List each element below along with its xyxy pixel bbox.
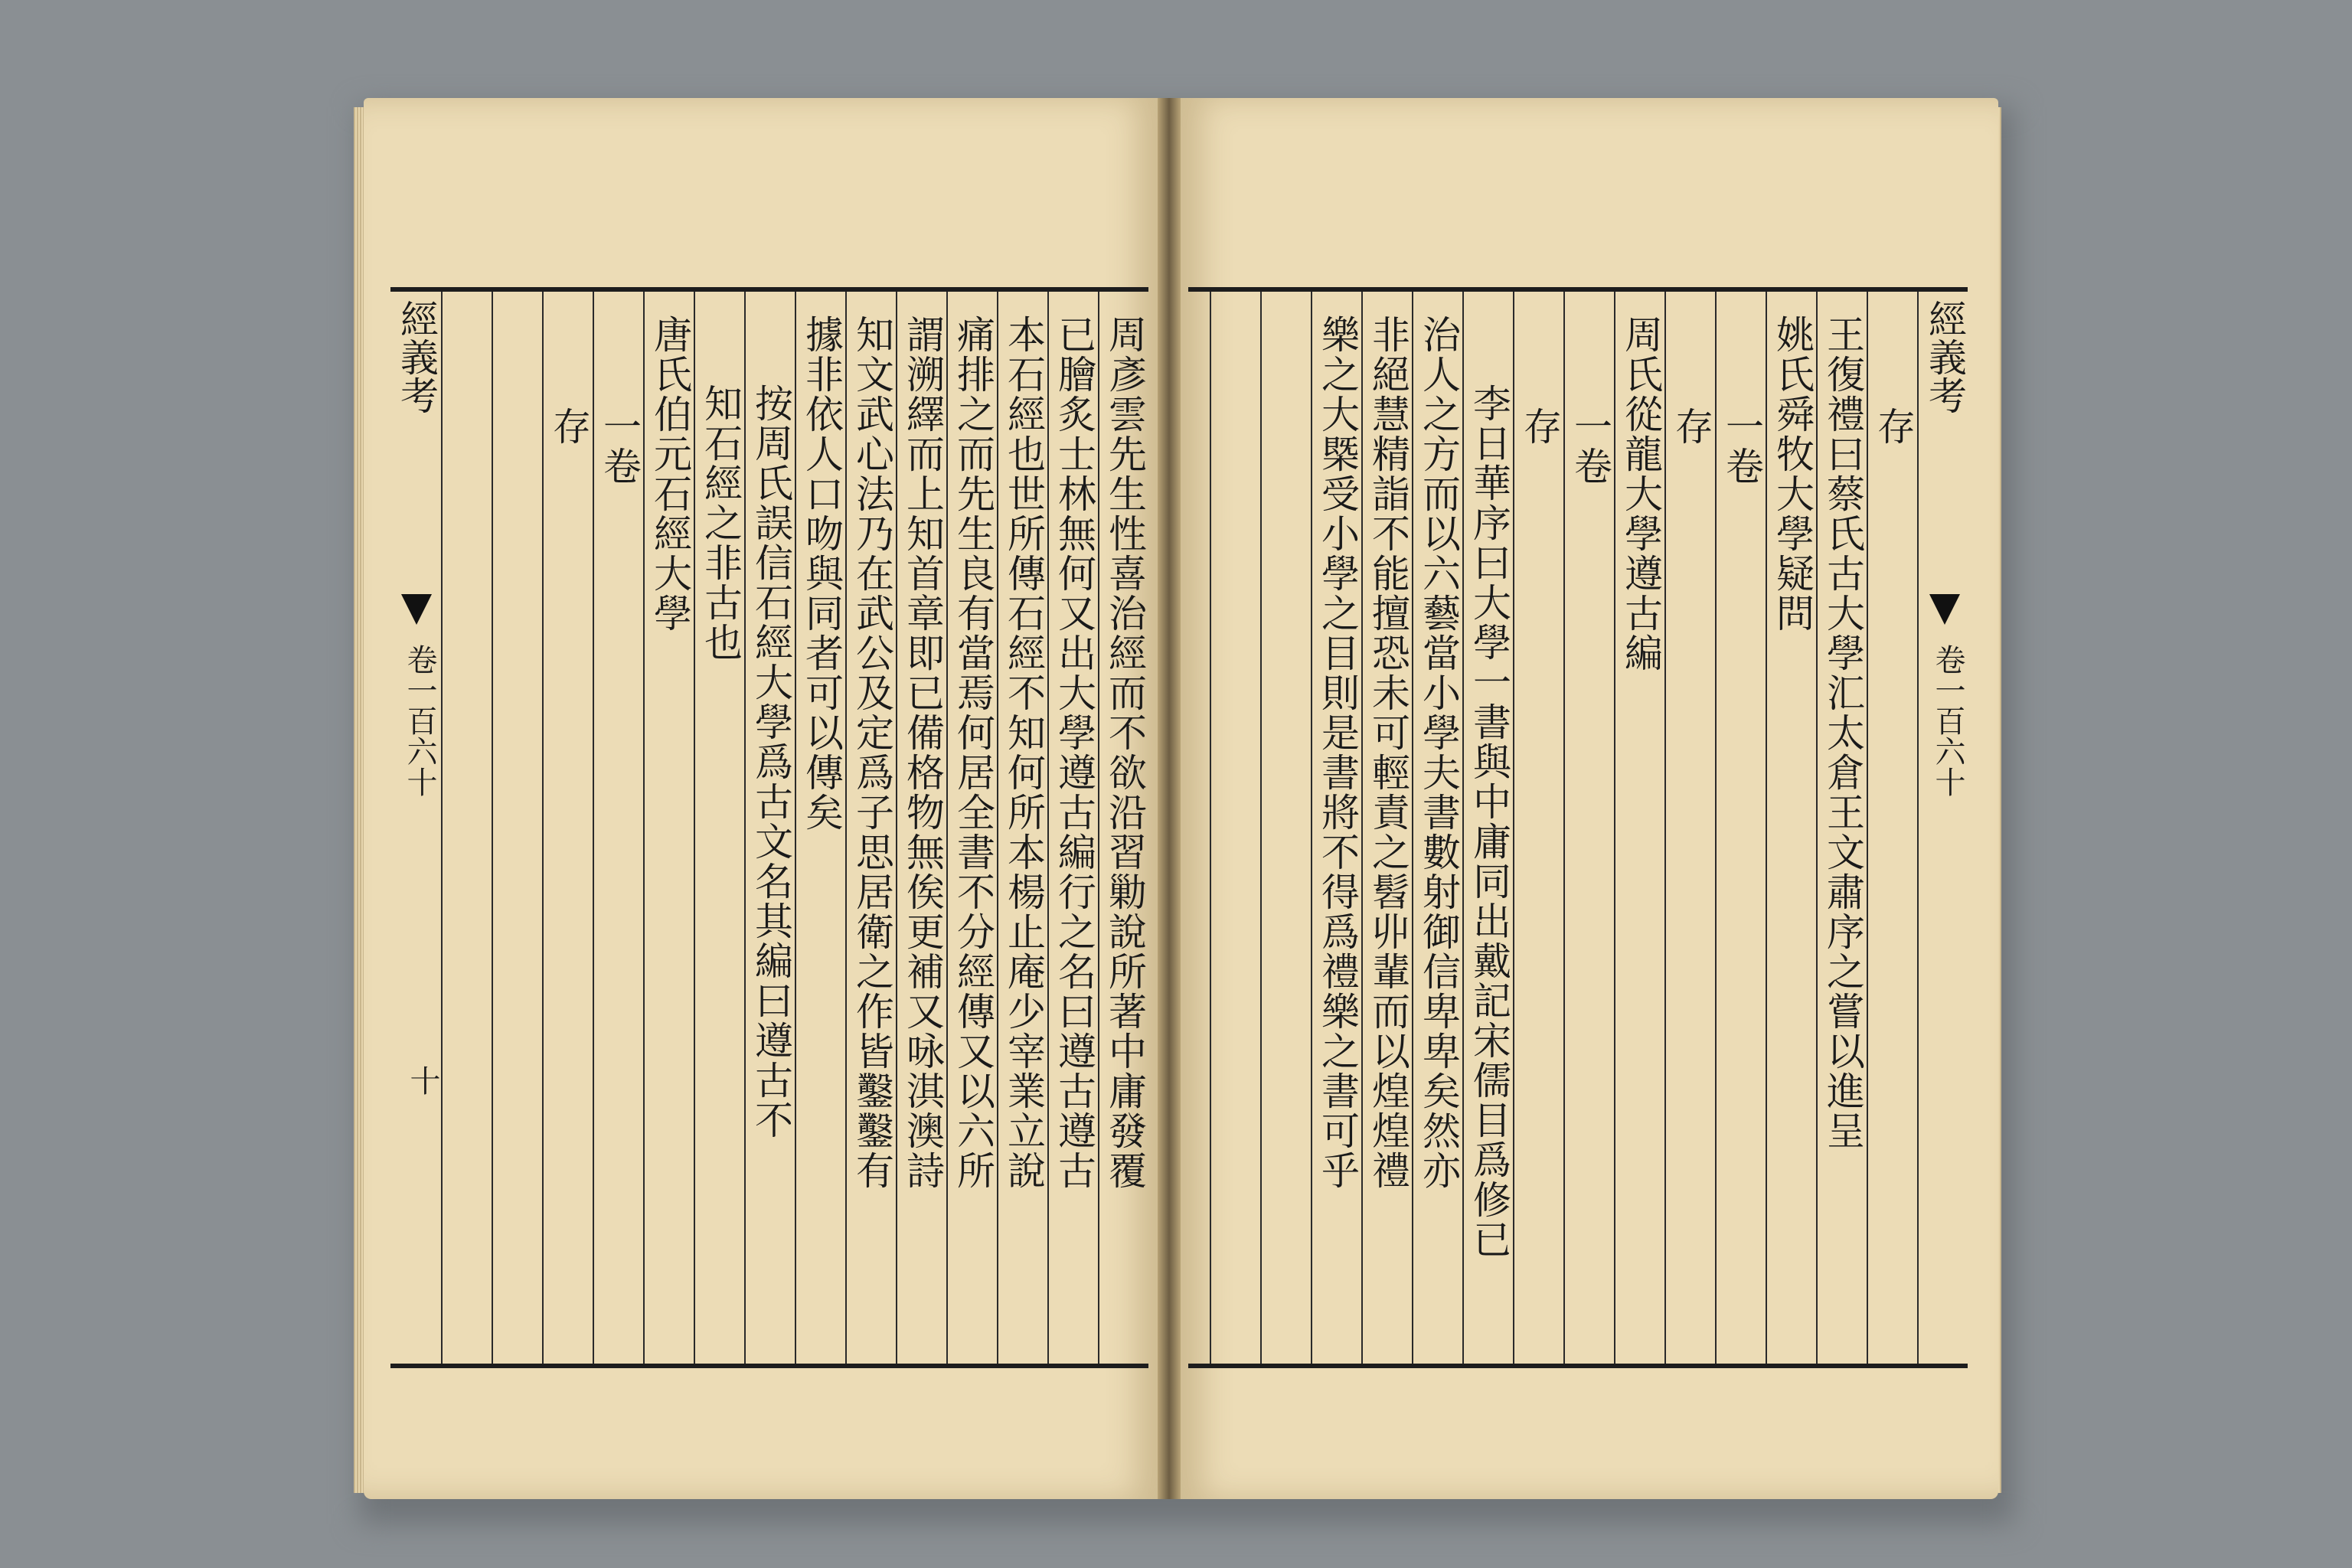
right-margin-strip bbox=[1917, 292, 1969, 1364]
margin-volume: 卷一百六十 bbox=[1930, 644, 1965, 797]
text-column: 李日華序曰大學一書與中庸同出戴記宋儒目爲修已 bbox=[1462, 292, 1514, 1364]
text-column: 樂之大槩受小學之目則是書將不得爲禮樂之書可乎 bbox=[1311, 292, 1363, 1364]
text-column: 王復禮曰蔡氏古大學汇太倉王文肅序之嘗以進呈 bbox=[1816, 292, 1868, 1364]
left-text-frame bbox=[390, 287, 1148, 1368]
text-column: 已膾炙士林無何又出大學遵古編行之名曰遵古遵古 bbox=[1047, 292, 1099, 1364]
left-page-edges bbox=[354, 107, 364, 1493]
text-column: 唐氏伯元石經大學 bbox=[643, 292, 695, 1364]
text-column: 一卷 bbox=[1563, 292, 1615, 1364]
text-column: 周彥雲先生性喜治經而不欲沿習勦說所著中庸發覆 bbox=[1098, 292, 1150, 1364]
text-column: 痛排之而先生良有當焉何居全書不分經傳又以六所 bbox=[946, 292, 998, 1364]
text-column: 謂溯繹而上知首章即已備格物無俟更補又咏淇澳詩 bbox=[896, 292, 948, 1364]
text-column: 存 bbox=[1664, 292, 1717, 1364]
text-column bbox=[1210, 292, 1262, 1364]
text-column: 本石經也世所傳石經不知何所本楊止庵少宰業立說 bbox=[997, 292, 1049, 1364]
text-column: 存 bbox=[1513, 292, 1565, 1364]
margin-title: 經義考 bbox=[394, 299, 439, 414]
text-column bbox=[492, 292, 544, 1364]
text-column: 非絕慧精詣不能擅恐未可輕責之髫丱輩而以煌煌禮 bbox=[1361, 292, 1413, 1364]
text-column: 存 bbox=[1867, 292, 1919, 1364]
left-margin-strip bbox=[390, 292, 443, 1364]
margin-folio: 十 bbox=[405, 1065, 440, 1096]
margin-volume: 卷一百六十 bbox=[402, 644, 437, 797]
fishtail-mark-icon bbox=[1929, 594, 1960, 625]
text-column: 存 bbox=[542, 292, 594, 1364]
text-column: 按周氏誤信石經大學爲古文名其編曰遵古不 bbox=[744, 292, 796, 1364]
text-column: 知文武心法乃在武公及定爲子思居衛之作皆鑿鑿有 bbox=[845, 292, 897, 1364]
text-column: 周氏從龍大學遵古編 bbox=[1614, 292, 1666, 1364]
text-column bbox=[1260, 292, 1312, 1364]
text-column: 知石經之非古也 bbox=[694, 292, 746, 1364]
fishtail-mark-icon bbox=[401, 594, 432, 625]
book-gutter bbox=[1158, 98, 1181, 1499]
text-column: 一卷 bbox=[593, 292, 645, 1364]
text-column: 一卷 bbox=[1715, 292, 1767, 1364]
right-text-frame bbox=[1188, 287, 1968, 1368]
margin-title: 經義考 bbox=[1922, 299, 1967, 414]
text-column: 據非依人口吻與同者可以傳矣 bbox=[795, 292, 847, 1364]
text-column: 姚氏舜牧大學疑問 bbox=[1766, 292, 1818, 1364]
text-column bbox=[441, 292, 493, 1364]
text-column: 治人之方而以六藝當小學夫書數射御信卑卑矣然亦 bbox=[1412, 292, 1464, 1364]
